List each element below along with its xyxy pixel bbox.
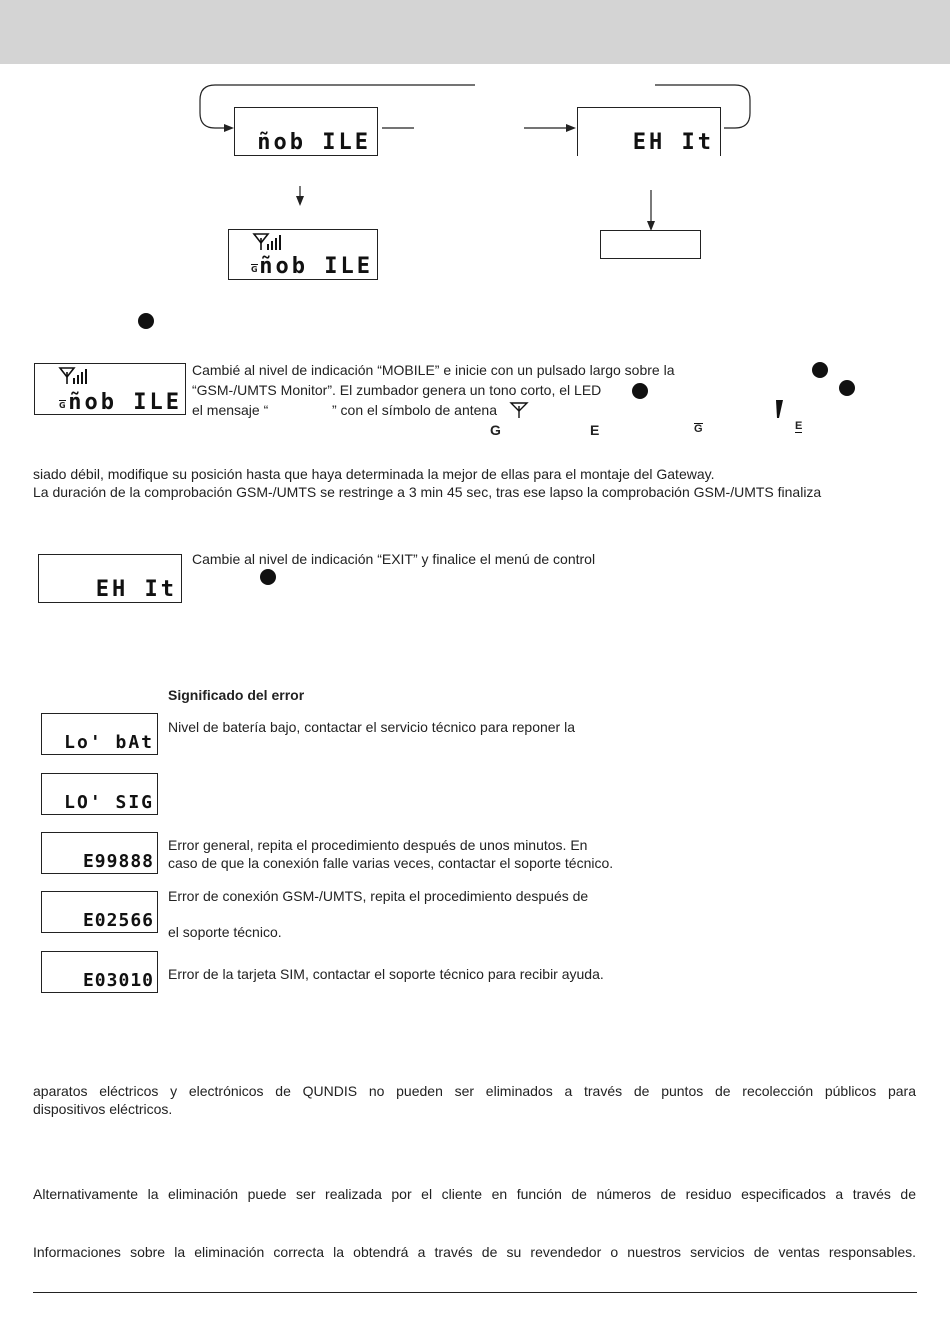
error-code: E02566 bbox=[82, 910, 154, 931]
error-code: LO' SIG bbox=[64, 792, 154, 813]
error-code-display bbox=[41, 891, 158, 933]
mobile-instruction-line1: Cambié al nivel de indicación “MOBILE” e inicie con un pulsado largo sobre la bbox=[192, 362, 675, 378]
mobile-instruction-line2: “GSM-/UMTS Monitor”. El zumbador genera un tono corto, el LED bbox=[192, 382, 602, 398]
network-g-bar-symbol: G bbox=[694, 423, 703, 435]
error-code-display bbox=[41, 951, 158, 993]
mobile-instruction-line3a: el mensaje “ bbox=[192, 402, 269, 418]
button-marker-icon bbox=[260, 569, 276, 585]
button-marker-icon bbox=[812, 362, 828, 378]
network-e-symbol: E bbox=[590, 422, 600, 438]
error-code: Lo' bAt bbox=[64, 732, 154, 753]
lcd-exit-section-text: EH It bbox=[95, 577, 177, 602]
signal-bar-icon bbox=[774, 399, 784, 419]
lcd-exit-menu bbox=[577, 107, 721, 156]
lcd-mobile-section bbox=[34, 363, 186, 415]
antenna-signal-icon bbox=[253, 233, 281, 251]
button-marker-icon bbox=[839, 380, 855, 396]
lcd-mobile-text: ñob ILE bbox=[257, 130, 371, 155]
lcd-exit-text: EH It bbox=[632, 130, 714, 155]
error-code-display bbox=[41, 713, 158, 755]
network-e-bar-symbol: E bbox=[795, 420, 803, 432]
exit-result-box bbox=[600, 230, 701, 259]
lcd-result-text: ñob ILE bbox=[259, 254, 373, 279]
error-description: Nivel de batería bajo, contactar el servicio técnico para reponer la bbox=[168, 719, 575, 735]
disposal-paragraph-line2: dispositivos eléctricos. bbox=[33, 1101, 173, 1117]
body-paragraph-line1: siado débil, modifique su posición hasta que haya determinada la mejor de ellas para el montaje del Gateway. bbox=[33, 466, 715, 482]
lcd-mobile-result bbox=[228, 229, 378, 280]
antenna-signal-icon bbox=[59, 367, 87, 385]
error-description: Error de conexión GSM-/UMTS, repita el procedimiento después de bbox=[168, 888, 589, 904]
error-code: E99888 bbox=[82, 851, 154, 872]
error-code: E03010 bbox=[82, 970, 154, 991]
lcd-section-text: ñob ILE bbox=[68, 390, 182, 415]
mobile-instruction-line3b: ” con el símbolo de antena bbox=[332, 402, 497, 418]
body-paragraph-line2: La duración de la comprobación GSM-/UMTS se restringe a 3 min 45 sec, tras ese lapso la comprobación GSM-/UMTS finaliza bbox=[33, 484, 822, 500]
error-description: Error de la tarjeta SIM, contactar el soporte técnico para recibir ayuda. bbox=[168, 966, 604, 982]
antenna-icon bbox=[510, 402, 528, 418]
exit-instruction-line1: Cambie al nivel de indicación “EXIT” y finalice el menú de control bbox=[192, 551, 596, 567]
network-g-indicator: G bbox=[59, 401, 66, 410]
lcd-exit-section bbox=[38, 554, 182, 603]
lcd-mobile-menu bbox=[234, 107, 378, 156]
network-g-symbol: G bbox=[490, 422, 501, 438]
flow-diagram-lines bbox=[0, 0, 950, 300]
button-marker-icon bbox=[138, 313, 154, 329]
error-description: caso de que la conexión falle varias veces, contactar el soporte técnico. bbox=[168, 855, 614, 871]
error-code-display bbox=[41, 773, 158, 815]
footer-divider bbox=[33, 1292, 917, 1293]
error-description: el soporte técnico. bbox=[168, 924, 282, 940]
disposal-alternative-paragraph: Alternativamente la eliminación puede ser realizada por el cliente en función de números de residuo especificados a través de bbox=[33, 1186, 916, 1202]
error-code-display bbox=[41, 832, 158, 874]
disposal-info-paragraph: Informaciones sobre la eliminación correcta la obtendrá a través de su revendedor o nuestros servicios de ventas responsables. bbox=[33, 1244, 916, 1260]
network-g-indicator: G bbox=[251, 265, 258, 274]
disposal-paragraph-line1: aparatos eléctricos y electrónicos de QUNDIS no pueden ser eliminados a través de puntos de recolección públicos para bbox=[33, 1083, 916, 1099]
error-description: Error general, repita el procedimiento después de unos minutos. En bbox=[168, 837, 588, 853]
led-marker-icon bbox=[632, 383, 648, 399]
error-table-heading: Significado del error bbox=[168, 687, 305, 703]
